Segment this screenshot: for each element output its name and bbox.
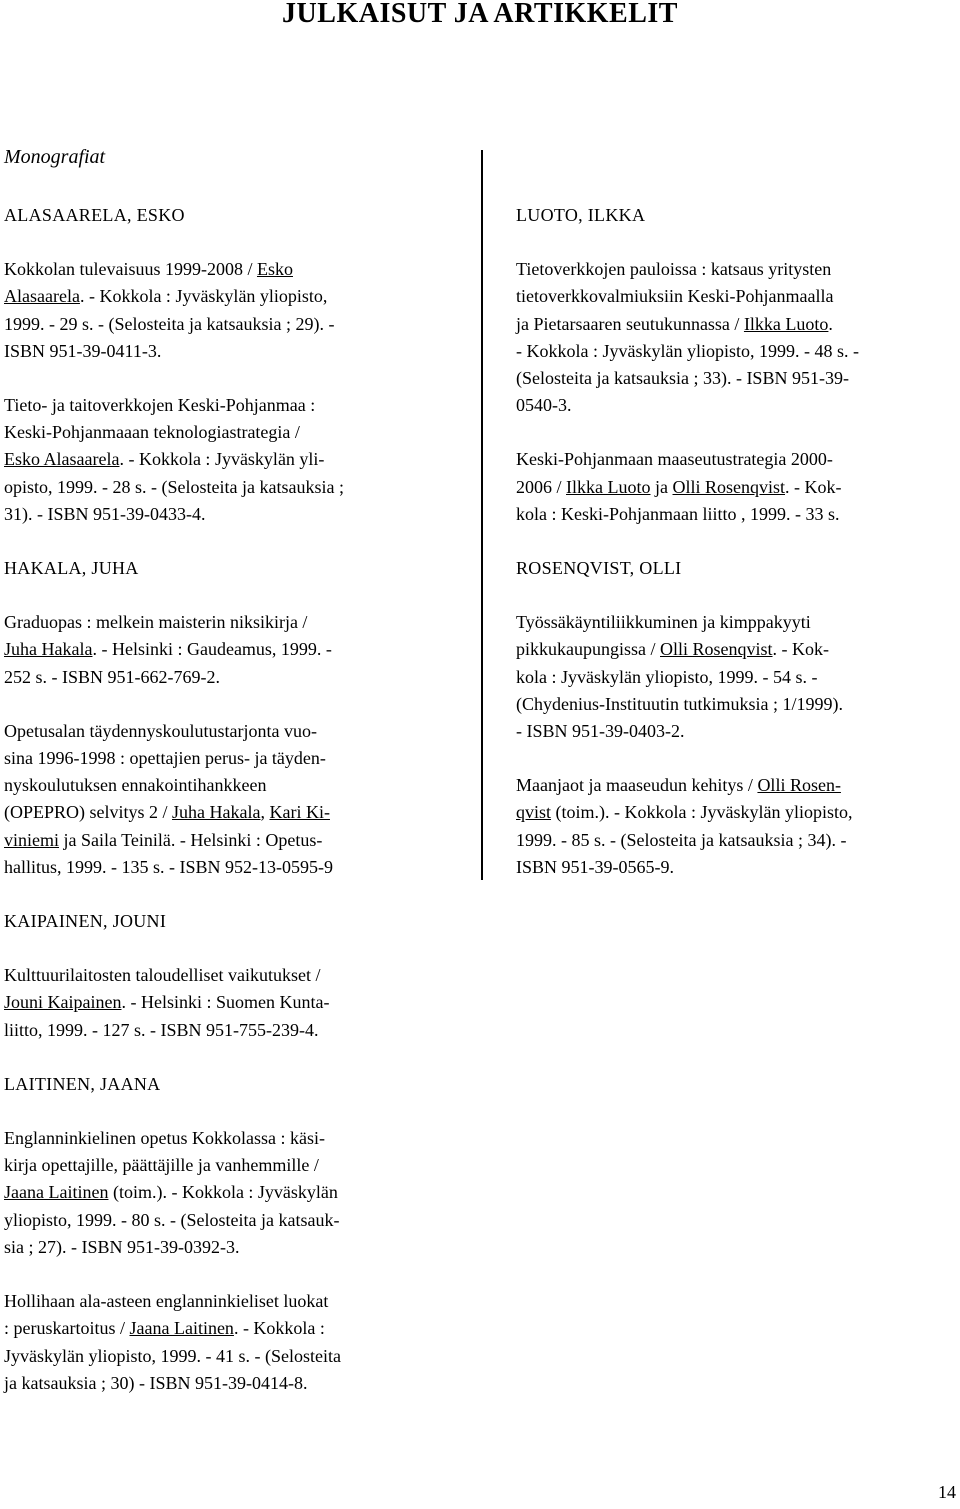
author-link[interactable]: Olli Rosen-	[757, 775, 841, 796]
entry-text: kirja opettajille, päättäjille ja vanhemmille /	[4, 1155, 319, 1176]
publication-entry	[4, 962, 464, 1044]
page-title: JULKAISUT JA ARTIKKELIT	[282, 0, 678, 29]
entry-text: (toim.). - Kokkola : Jyväskylän yliopisto,	[551, 802, 853, 823]
author-heading-alasaarela: ALASAARELA, ESKO	[4, 205, 185, 225]
entry-text: hallitus, 1999. - 135 s. - ISBN 952-13-0595-9	[4, 856, 333, 877]
section-label: Monografiat	[4, 146, 106, 168]
entry-text: Opetusalan täydennyskoulutustarjonta vuo-	[4, 720, 317, 741]
entry-text: ja Pietarsaaren seutukunnassa /	[516, 313, 744, 334]
author-link[interactable]: Esko Alasaarela	[4, 449, 120, 470]
entry-text: opisto, 1999. - 28 s. - (Selosteita ja katsauksia ;	[4, 476, 344, 497]
entry-text: (OPEPRO) selvitys 2 /	[4, 802, 173, 823]
entry-text: liitto, 1999. - 127 s. - ISBN 951-755-239-4.	[4, 1019, 319, 1040]
entry-text: 1999. - 85 s. - (Selosteita ja katsauksia ; 34). -	[516, 829, 847, 850]
entry-text: Kulttuurilaitosten taloudelliset vaikutukset /	[4, 965, 321, 986]
entry-text: ,	[260, 802, 270, 823]
author-link[interactable]: Kari Ki-	[269, 802, 330, 823]
entry-text: - Kokkola : Jyväskylän yliopisto, 1999. - 48 s. -	[516, 340, 859, 361]
author-link[interactable]: qvist	[516, 802, 552, 823]
entry-text: Hollihaan ala-asteen englanninkieliset luokat	[4, 1291, 329, 1312]
entry-text: (Selosteita ja katsauksia ; 33). - ISBN 951-39-	[516, 368, 849, 389]
publication-entry	[4, 609, 464, 691]
author-heading-laitinen: LAITINEN, JAANA	[4, 1073, 161, 1094]
entry-text: (toim.). - Kokkola : Jyväskylän	[108, 1182, 338, 1203]
entry-text: Tietoverkkojen pauloissa : katsaus yritysten	[516, 259, 832, 280]
author-link[interactable]: Olli Rosenqvist	[672, 476, 786, 497]
entry-text: sina 1996-1998 : opettajien perus- ja täyden-	[4, 748, 326, 769]
author-link[interactable]: Jaana Laitinen	[129, 1318, 234, 1339]
entry-text: Tieto- ja taitoverkkojen Keski-Pohjanmaa :	[4, 395, 316, 416]
entry-text: ja	[650, 476, 673, 497]
left-column	[4, 202, 464, 1397]
entry-text: Työssäkäyntiliikkuminen ja kimppakyyti	[516, 612, 811, 633]
author-heading-rosenqvist: ROSENQVIST, OLLI	[516, 558, 682, 579]
publication-entry	[516, 446, 956, 528]
entry-text: 1999. - 29 s. - (Selosteita ja katsauksia ; 29). -	[4, 313, 335, 334]
author-link[interactable]: Jaana Laitinen	[4, 1182, 109, 1203]
entry-text: Graduopas : melkein maisterin niksikirja /	[4, 612, 308, 633]
entry-text: nyskoulutuksen ennakointihankkeen	[4, 775, 267, 796]
publication-entry	[516, 609, 956, 745]
right-column	[516, 202, 956, 881]
author-link[interactable]: Juha Hakala	[172, 802, 261, 823]
entry-text: Kokkolan tulevaisuus 1999-2008 /	[4, 259, 257, 280]
author-link[interactable]: Alasaarela	[4, 286, 80, 307]
entry-text: ISBN 951-39-0565-9.	[516, 856, 674, 877]
entry-text: . - Helsinki : Gaudeamus, 1999. -	[92, 639, 332, 660]
author-link[interactable]: Juha Hakala	[4, 639, 93, 660]
entry-text: Keski-Pohjanmaaan teknologiastrategia /	[4, 422, 300, 443]
entry-text: ISBN 951-39-0411-3.	[4, 340, 162, 361]
entry-text: . - Helsinki : Suomen Kunta-	[121, 992, 330, 1013]
author-link[interactable]: viniemi	[4, 829, 59, 850]
entry-text: sia ; 27). - ISBN 951-39-0392-3.	[4, 1236, 240, 1257]
entry-text: Maanjaot ja maaseudun kehitys /	[516, 775, 758, 796]
author-link[interactable]: Ilkka Luoto	[566, 476, 651, 497]
column-divider	[481, 150, 483, 880]
author-heading-hakala: HAKALA, JUHA	[4, 558, 139, 579]
entry-text: Englanninkielinen opetus Kokkolassa : käsi-	[4, 1128, 325, 1149]
entry-text: ja Saila Teinilä. - Helsinki : Opetus-	[59, 829, 323, 850]
entry-text: tietoverkkovalmiuksiin Keski-Pohjanmaalla	[516, 286, 834, 307]
entry-text: : peruskartoitus /	[4, 1318, 130, 1339]
entry-text: . - Kokkola :	[233, 1318, 325, 1339]
publication-entry	[4, 1288, 464, 1397]
entry-text: kola : Keski-Pohjanmaan liitto , 1999. - 33 s.	[516, 503, 840, 524]
entry-text: ja katsauksia ; 30) - ISBN 951-39-0414-8.	[4, 1372, 308, 1393]
publication-entry	[4, 1125, 464, 1261]
entry-text: . - Kok-	[785, 476, 842, 497]
author-link[interactable]: Olli Rosenqvist	[660, 639, 773, 660]
publication-entry	[516, 772, 956, 881]
entry-text: Jyväskylän yliopisto, 1999. - 41 s. - (Selosteita	[4, 1345, 341, 1366]
entry-text: (Chydenius-Instituutin tutkimuksia ; 1/1999).	[516, 693, 843, 714]
entry-text: . - Kokkola : Jyväskylän yli-	[119, 449, 325, 470]
author-link[interactable]: Ilkka Luoto	[743, 313, 829, 334]
entry-text: Keski-Pohjanmaan maaseutustrategia 2000-	[516, 449, 833, 470]
page-number: 14	[938, 1482, 956, 1502]
publication-entry	[4, 718, 464, 881]
entry-text: - ISBN 951-39-0403-2.	[516, 721, 685, 742]
entry-text: .	[828, 313, 833, 334]
entry-text: 0540-3.	[516, 395, 572, 416]
entry-text: 2006 /	[516, 476, 567, 497]
author-link[interactable]: Jouni Kaipainen	[4, 992, 122, 1013]
publication-entry	[4, 256, 464, 365]
entry-text: pikkukaupungissa /	[516, 639, 660, 660]
entry-text: . - Kok-	[772, 639, 830, 660]
entry-text: kola : Jyväskylän yliopisto, 1999. - 54 s. -	[516, 666, 818, 687]
entry-text: yliopisto, 1999. - 80 s. - (Selosteita ja katsauk-	[4, 1209, 340, 1230]
author-heading-luoto: LUOTO, ILKKA	[516, 205, 646, 225]
publication-entry	[516, 256, 956, 419]
entry-text: . - Kokkola : Jyväskylän yliopisto,	[79, 286, 328, 307]
entry-text: 252 s. - ISBN 951-662-769-2.	[4, 666, 220, 687]
entry-text: 31). - ISBN 951-39-0433-4.	[4, 503, 206, 524]
author-link[interactable]: Esko	[256, 259, 293, 280]
author-heading-kaipainen: KAIPAINEN, JOUNI	[4, 911, 167, 932]
publication-entry	[4, 392, 464, 528]
